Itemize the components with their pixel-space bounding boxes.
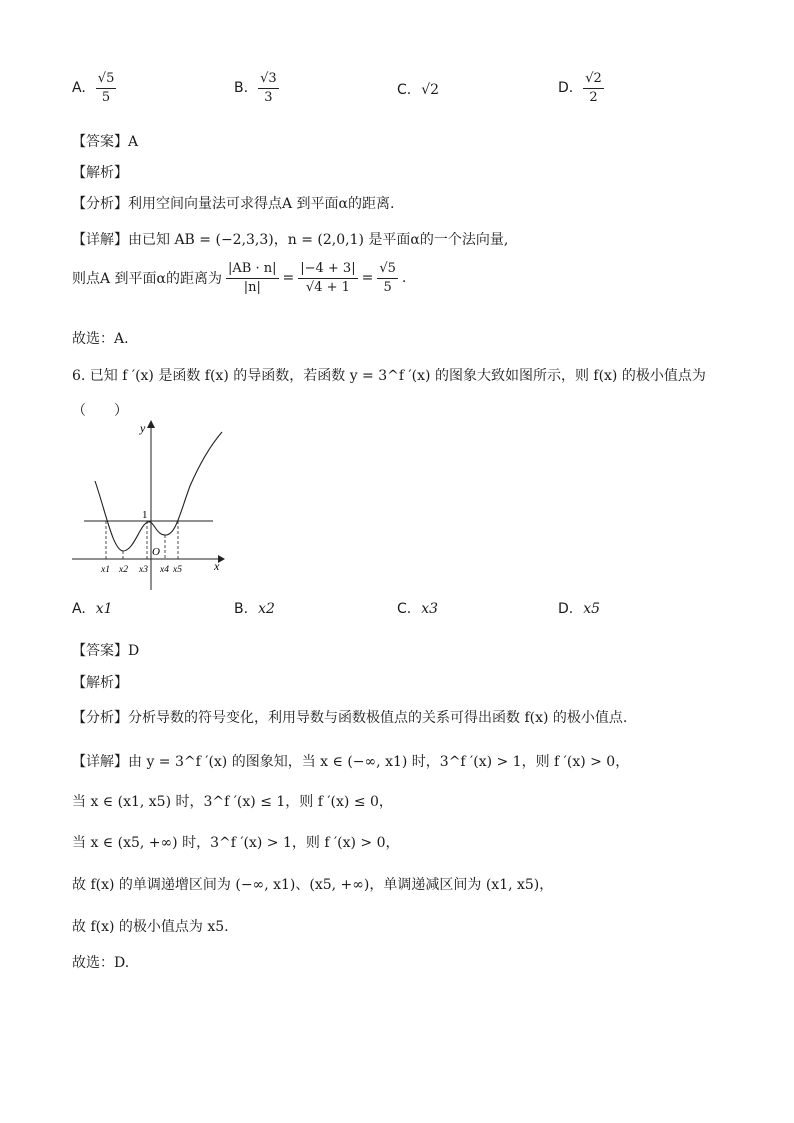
q6-option-a xyxy=(72,601,113,617)
xiangjie-tag: 【详解】 xyxy=(72,754,128,770)
fraction xyxy=(258,72,279,104)
q6-graph xyxy=(68,418,228,598)
option-value: x3 xyxy=(421,601,439,617)
fraction-numerator: |AB · n| xyxy=(226,262,278,279)
q5-answer xyxy=(72,131,138,151)
q6-option-c xyxy=(397,601,438,617)
answer-tag: 【答案】 xyxy=(72,134,128,150)
q6-conclusion: 故选：D. xyxy=(72,955,130,971)
tick-label-x3: x3 xyxy=(139,565,148,575)
answer-tag: 【答案】 xyxy=(72,643,128,659)
distance-fraction-3 xyxy=(377,262,398,294)
option-letter: C. xyxy=(397,82,412,98)
q5-fenxi xyxy=(72,193,394,213)
fraction-denominator: 2 xyxy=(589,89,598,105)
distance-fraction-2 xyxy=(298,262,357,294)
tick-label-x1: x1 xyxy=(101,565,110,575)
q5-option-c xyxy=(397,82,439,98)
option-letter: A. xyxy=(72,601,86,617)
q6-analysis-tag: 【解析】 xyxy=(72,675,128,691)
equals-sign: = xyxy=(361,270,374,287)
answer-value: D xyxy=(128,643,140,659)
q6-fenxi xyxy=(72,707,627,727)
detail-text: 由 y = 3^f ′(x) 的图象知，当 x ∈ (−∞, x1) 时，3^f ′(x) > 1，则 f ′(x) > 0， xyxy=(128,754,630,770)
q5-option-b xyxy=(234,72,279,104)
q6-detail-line-4: 故 f(x) 的单调递增区间为 (−∞, x1)、(x5, +∞)，单调递减区间为 (x1, x5)， xyxy=(72,877,554,893)
equals-sign: = xyxy=(282,270,295,287)
option-value: √2 xyxy=(421,82,440,98)
fraction xyxy=(96,72,117,104)
fraction-denominator: |n| xyxy=(243,279,261,295)
option-letter: D. xyxy=(558,601,574,617)
fenxi-tag: 【分析】 xyxy=(72,710,128,726)
fenxi-tag: 【分析】 xyxy=(72,196,128,212)
option-value: x1 xyxy=(95,601,113,617)
tick-label-x4: x4 xyxy=(160,565,169,575)
detail-text: 则点A 到平面α的距离为 xyxy=(72,271,223,288)
detail-text: 由已知 AB = (−2,3,3)，n = (2,0,1) 是平面α的一个法向量, xyxy=(128,232,509,248)
q6-option-b xyxy=(234,601,275,617)
fraction-numerator: √5 xyxy=(96,72,117,89)
option-letter: C. xyxy=(397,601,412,617)
distance-fraction-1 xyxy=(226,262,278,294)
fraction-numerator: √3 xyxy=(258,72,279,89)
fenxi-text: 利用空间向量法可求得点A 到平面α的距离. xyxy=(128,196,395,212)
fraction xyxy=(583,72,604,104)
period: . xyxy=(401,270,407,287)
y-axis-label: y xyxy=(140,421,146,435)
option-letter: B. xyxy=(234,80,249,97)
fraction-numerator: |−4 + 3| xyxy=(298,262,357,279)
fraction-denominator: 3 xyxy=(264,89,273,105)
q6-answer xyxy=(72,640,139,660)
q5-option-a xyxy=(72,72,116,104)
q5-conclusion: 故选：A. xyxy=(72,331,129,347)
q6-option-d xyxy=(558,601,600,617)
function-curve xyxy=(95,432,222,551)
xiangjie-tag: 【详解】 xyxy=(72,232,128,248)
fraction-numerator: √2 xyxy=(583,72,604,89)
tick-label-x5: x5 xyxy=(173,565,182,575)
option-letter: D. xyxy=(558,80,574,97)
origin-label: O xyxy=(152,546,160,558)
fraction-denominator: 5 xyxy=(101,89,111,105)
q5-detail-line-1 xyxy=(72,229,508,249)
option-value: x2 xyxy=(258,601,275,617)
q6-detail-line-1 xyxy=(72,751,629,771)
y-axis-arrow xyxy=(147,420,155,428)
option-letter: B. xyxy=(234,601,249,617)
q5-detail-line-2 xyxy=(72,262,406,294)
option-letter: A. xyxy=(72,80,86,97)
q6-detail-line-5: 故 f(x) 的极小值点为 x5. xyxy=(72,919,229,935)
q6-stem: 6. 已知 f ′(x) 是函数 f(x) 的导函数，若函数 y = 3^f ′(x) 的图象大致如图所示，则 f(x) 的极小值点为 xyxy=(72,368,706,384)
fraction-numerator: √5 xyxy=(377,262,398,279)
q6-detail-line-2: 当 x ∈ (x1, x5) 时，3^f ′(x) ≤ 1，则 f ′(x) ≤ 0， xyxy=(72,794,393,810)
q5-option-d xyxy=(558,72,604,104)
tick-label-x2: x2 xyxy=(119,565,128,575)
q5-analysis-tag: 【解析】 xyxy=(72,165,128,181)
option-value: x5 xyxy=(583,601,601,617)
fenxi-text: 分析导数的符号变化，利用导数与函数极值点的关系可得出函数 f(x) 的极小值点. xyxy=(128,710,628,726)
one-label: 1 xyxy=(142,509,148,521)
fraction-denominator: 5 xyxy=(383,279,392,295)
fraction-denominator: √4 + 1 xyxy=(305,279,350,295)
q6-detail-line-3: 当 x ∈ (x5, +∞) 时，3^f ′(x) > 1，则 f ′(x) > 0， xyxy=(72,835,400,851)
q6-paren: （ ） xyxy=(72,403,128,419)
x-axis-label: x xyxy=(214,559,220,573)
answer-value: A xyxy=(128,134,139,150)
